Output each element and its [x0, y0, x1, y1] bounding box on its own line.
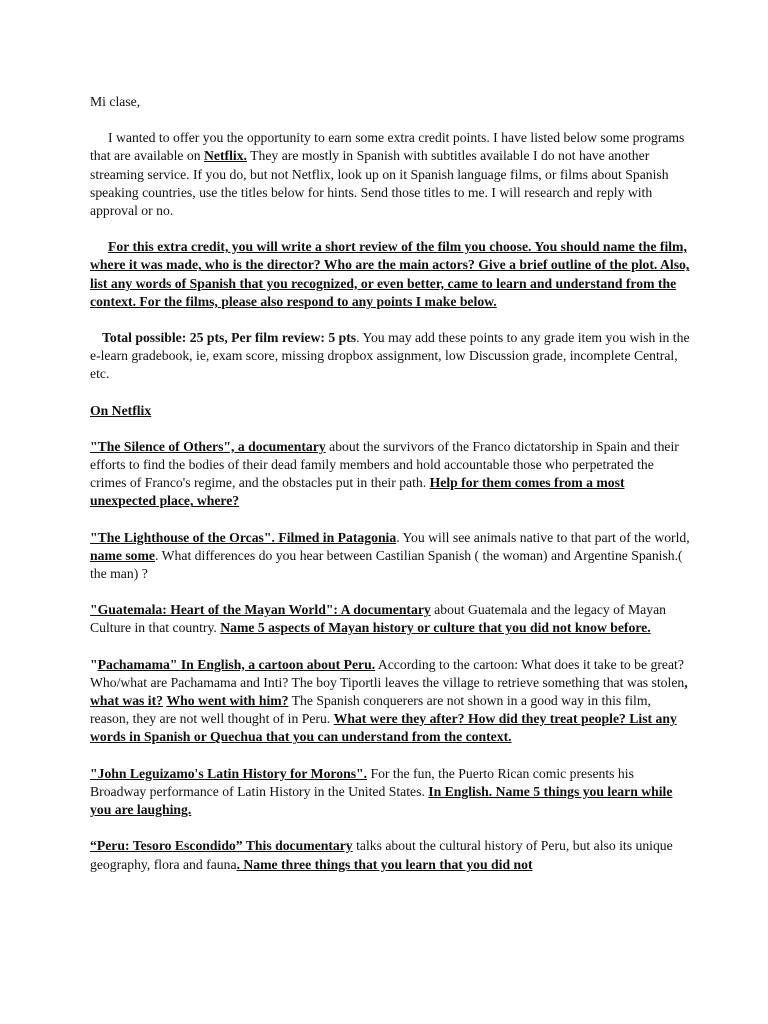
film-question: name some [90, 547, 156, 563]
film-description-2: The Spanish conquerers are not shown in a good way in this film, reason, they are not well thought of in Peru. [90, 693, 651, 727]
film-description: According to the cartoon: What does it take to be great? Who/what are Pachamama and Inti? The boy Tiportli leaves the village to retrieve something that was stolen [90, 656, 685, 690]
intro-paragraph [90, 129, 690, 220]
film-question: , what was it? [90, 674, 688, 709]
intro-text-2: They are mostly in Spanish with subtitles available I do not have another streaming service. If you do, but not Netflix, look up on it Spanish language films, or films about Spanish speaking countries, use the titles below for hints. Send those titles to me. I will research and reply with approval or no. [90, 148, 669, 219]
film-question: . Name three things that you learn that you did not [236, 856, 533, 872]
film-title: "John Leguizamo's Latin History for Morons". [90, 765, 368, 781]
film-description-2: . What differences do you hear between Castilian Spanish ( the woman) and Argentine Spanish.( the man) ? [90, 547, 683, 582]
film-title: "The Silence of Others", a documentary [90, 438, 326, 454]
film-description: . You will see animals native to that part of the world, [396, 529, 690, 545]
film-item-silence [90, 438, 690, 511]
film-question-3: What were they after? How did they treat people? List any words in Spanish or Quechua that you can understand from the context. [90, 711, 677, 745]
film-title: Pachamama" In English, a cartoon about Peru. [97, 656, 376, 672]
film-question: Name 5 aspects of Mayan history or culture that you did not know before. [220, 620, 651, 636]
points-text: . You may add these points to any grade item you wish in the e-learn gradebook, ie, exam score, missing dropbox assignment, low Discussion grade, incomplete Central, etc. [90, 330, 690, 382]
netflix-label: Netflix. [204, 148, 247, 164]
intro-text: I wanted to offer you the opportunity to earn some extra credit points. I have listed below some programs that are available on [90, 130, 685, 164]
film-question-2: Who went with him? [166, 693, 289, 709]
section-heading: On Netflix [90, 402, 152, 418]
film-item-lighthouse [90, 529, 690, 584]
film-question: Help for them comes from a most unexpected place, where? [90, 475, 625, 509]
film-item-pachamama [90, 656, 690, 747]
film-item-guatemala [90, 601, 690, 637]
points-total: Total possible: 25 pts, Per film review: 5 pts [102, 330, 357, 346]
film-description: talks about the cultural history of Peru, but also its unique geography, flora and fauna [90, 838, 673, 872]
film-title: “Peru: Tesoro Escondido” This documentary [90, 838, 353, 854]
film-title-quote: " [90, 656, 98, 672]
film-description: about the survivors of the Franco dictatorship in Spain and their efforts to find the bodies of their dead family members and hold accountable those who perpetrated the crimes of Franco's regime, and the obstacles put in their path. [90, 438, 679, 491]
film-description: about Guatemala and the legacy of Mayan Culture in that country. [90, 602, 667, 636]
instructions-paragraph: For this extra credit, you will write a short review of the film you choose. You should name the film, where it was made, who is the director? Who are the main actors? Give a brief outline of the plot. Also, list any words of Spanish that you recognized, or even better, came to learn and understand from the context. For the films, please also respond to any points I make below. [90, 239, 690, 309]
film-question: In English. Name 5 things you learn while you are laughing. [90, 783, 673, 818]
film-title: "Guatemala: Heart of the Mayan World": A documentary [90, 602, 431, 618]
film-item-leguizamo [90, 765, 690, 820]
letter-body [90, 93, 690, 892]
greeting: Mi clase, [90, 94, 141, 109]
points-paragraph [90, 329, 690, 384]
film-title: "The Lighthouse of the Orcas". Filmed in Patagonia [90, 529, 397, 545]
film-description: For the fun, the Puerto Rican comic presents his Broadway performance of Latin History in the United States. [90, 765, 634, 799]
film-item-peru [90, 837, 690, 873]
